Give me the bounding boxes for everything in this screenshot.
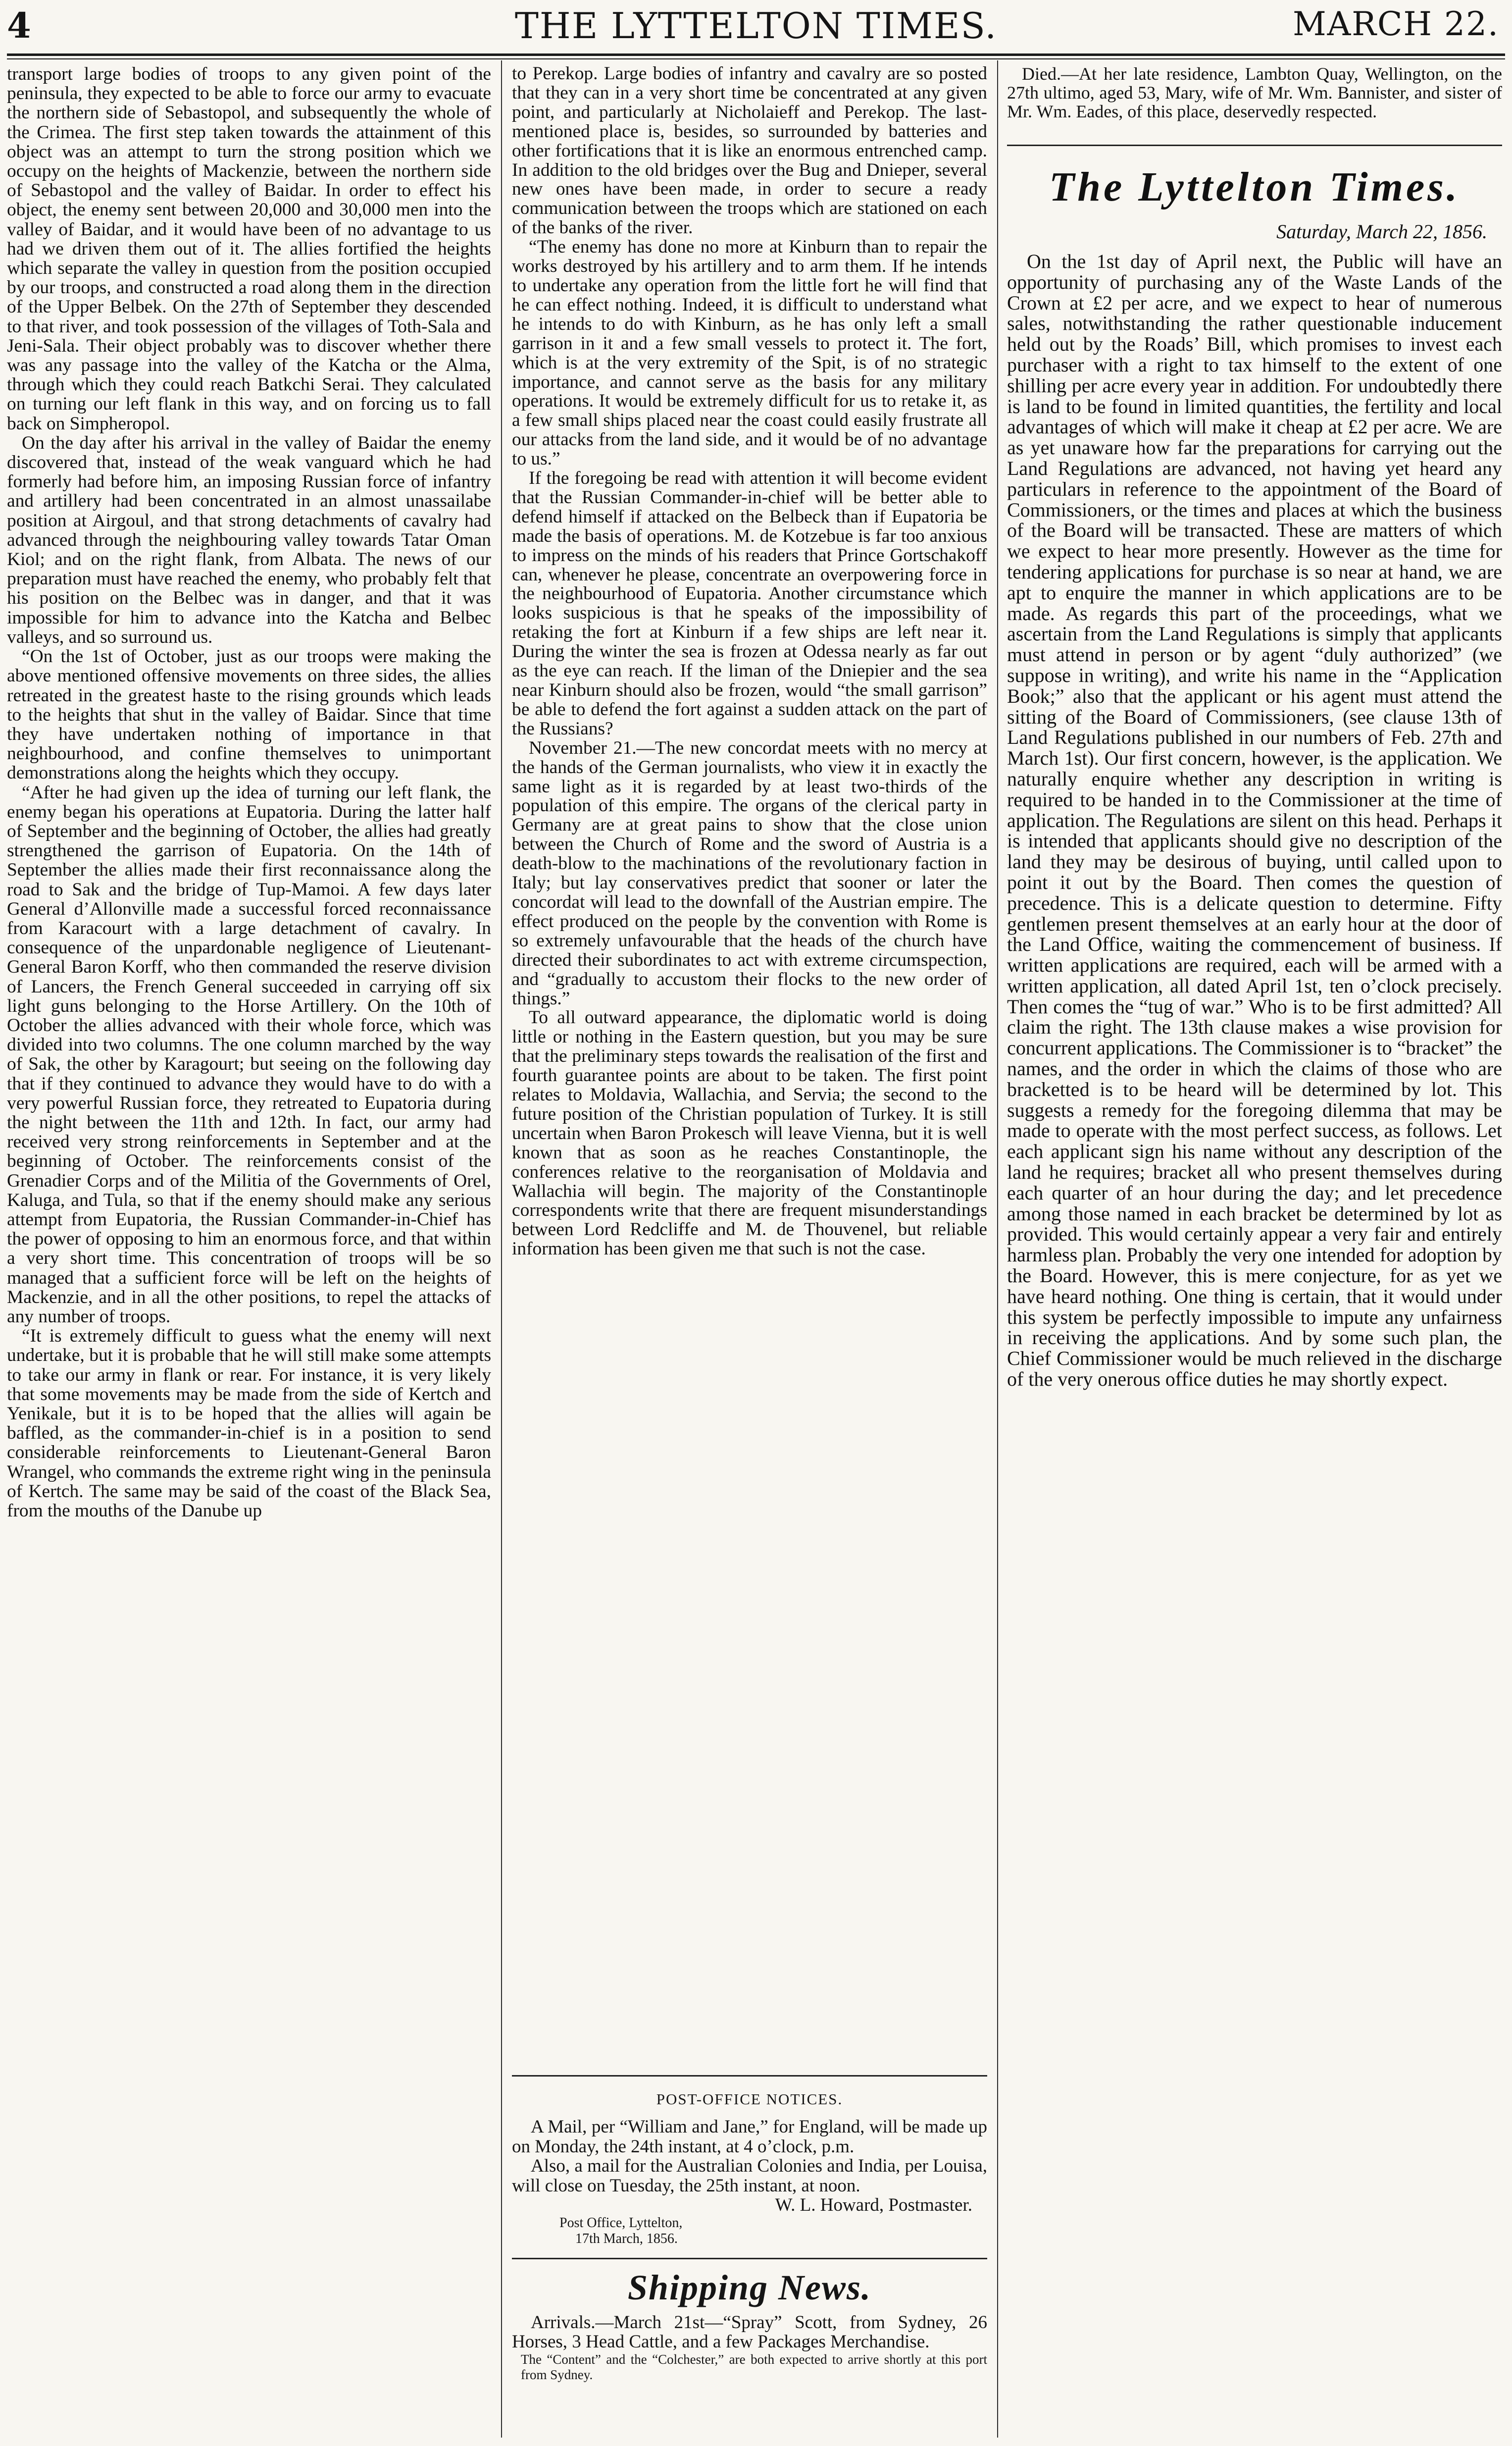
death-notice [1007, 64, 1502, 121]
section-rule [512, 2075, 987, 2077]
shipping-arrivals: Arrivals.—March 21st—“Spray” Scott, from Sydney, 26 Horses, 3 Head Cattle, and a few Packages Merchandise. [512, 2312, 987, 2352]
article-paragraph: to Perekop. Large bodies of infantry and cavalry are so posted that they can in a very short time be concentrated at any given point, and particularly at Nicholaieff and Perekop. The last-mentioned place is, besides, so surrounded by batteries and other fortifications that it is like an enormous entrenched camp. In addition to the old bridges over the Bug and Dnieper, several new ones have been made, in order to secure a ready communication between the troops which are stationed on each of the banks of the river. [512, 64, 987, 238]
section-rule [1007, 145, 1502, 146]
post-office-heading: POST-OFFICE NOTICES. [656, 2090, 843, 2108]
notices-section [512, 2075, 987, 2442]
editorial-paragraph: On the 1st day of April next, the Public will have an opportunity of purchasing any of the Waste Lands of the Crown at £2 per acre, and we expect to hear of numerous sales, notwithstanding the rather questionable inducement held out by the Roads’ Bill, which promises to invest each purchaser with a right to tax himself to the extent of one shilling per acre every year in addition. For undoubtedly there is land to be found in limited quantities, the fertility and local advantages of which will make it cheap at £2 per acre. We are as yet unaware how far the preparations for carrying out the Land Regulations are advanced, not having yet heard any particulars in reference to the appointment of the Board of Commissioners, or the times and places at which the business of the Board will be transacted. These are matters of which we expect to hear more presently. However as the time for tendering applications for purchase is so near at hand, we are apt to enquire the manner in which applications are to be made. As regards this part of the proceedings, what we ascertain from the Land Regulations is simply that applicants must attend in person or by agent “duly authorized” (we suppose in writing), and write his name in the “Application Book;” also that the applicant or his agent must attend the sitting of the Board of Commissioners, (see clause 13th of Land Regulations published in our numbers of Feb. 27th and March 1st). Our first concern, however, is the application. We naturally enquire whether any description in writing is required to be handed in to the Commissioner at the time of application. The Regulations are silent on this head. Perhaps it is intended that applicants should give no description of the land they may be desirous of buying, until called upon to point it out by the Board. Then comes the question of precedence. This is a delicate question to determine. Fifty gentlemen present themselves at an early hour at the door of the Land Office, waiting the commencement of business. If written applications are required, each will be armed with a written application, all dated April 1st, ten o’clock precisely. Then comes the “tug of war.” Who is to be first admitted? All claim the right. The 13th clause makes a wise provision for concurrent applications. The Commissioner is to “bracket” the names, and the order in which the claims of those who are bracketted is to be heard will be determined by lot. This suggests a remedy for the foregoing dilemma that may be made to operate with the most perfect success, as follows. Let each applicant sign his name without any description of the land he requires; bracket all who present themselves during each quarter of an hour during the day; and let precedence among those named in each bracket be determined by lot as provided. This would certainly appear a very fair and entirely harmless plan. Probably the very one intended for adoption by the Board. However, this is mere conjecture, for as yet we have heard nothing. One thing is certain, that it would under this system be perfectly impossible to impute any unfairness in receiving the applications. And by some such plan, the Chief Commissioner would be much relieved in the discharge of the very onerous office duties he may shortly expect. [1007, 250, 1502, 1391]
shipping-note: The “Content” and the “Colchester,” are both expected to arrive shortly at this port from Sydney. [521, 2351, 987, 2382]
column-divider [997, 60, 998, 2438]
column-divider [501, 60, 502, 2438]
article-paragraph: “After he had given up the idea of turning our left flank, the enemy began his operations at Eupatoria. During the latter half of September and the beginning of October, the allies had greatly strengthened the garrison of Eupatoria. On the 14th of September the allies made their first reconnaissance along the road to Sak and the bridge of Tup-Mamoi. A few days later General d’Allonville made a successful forced reconnaissance from Karacourt with a large detachment of cavalry. In consequence of the unpardonable negligence of Lieutenant-General Baron Korff, who then commanded the reserve division of Lancers, the French General succeeded in carrying off six light guns belonging to the Horse Artillery. On the 10th of October the allies advanced with their whole force, which was divided into two columns. The one column marched by the way of Sak, the other by Karagourt; but seeing on the following day that if they continued to advance they would have to do with a very powerful Russian force, they retreated to Eupatoria during the night between the 11th and 12th. In fact, our army had received very strong reinforcements in September and at the beginning of October. The reinforcements consist of the Grenadier Corps and of the Militia of the Governments of Orel, Kaluga, and Tula, so that if the enemy should make any serious attempt from Eupatoria, the Russian Commander-in-Chief has the power of opposing to him an enormous force, and that within a very short time. This concentration of troops will be so managed that a sufficient force will be left on the heights of Mackenzie, and in all the other positions, to repel the attacks of any number of troops. [7, 782, 491, 1327]
dateline-text: Saturday, March 22, 1856. [1276, 220, 1487, 243]
column-1-article [7, 64, 491, 2442]
death-notice-text: Died.—At her late residence, Lambton Quay, Wellington, on the 27th ultimo, aged 53, Mary, wife of Mr. Wm. Bannister, and sister of Mr. Wm. Eades, of this place, deservedly respected. [1007, 64, 1502, 121]
post-office-notice: Also, a mail for the Australian Colonies and India, per Louisa, will close on Tuesday, the 25th instant, at noon. [512, 2156, 987, 2196]
column-2-article [512, 64, 987, 2045]
editorial-masthead: The Lyttelton Times. [1049, 164, 1460, 210]
post-office-notice: A Mail, per “William and Jane,” for England, will be made up on Monday, the 24th instant, at 4 o’clock, p.m. [512, 2117, 987, 2157]
article-paragraph: If the foregoing be read with attention it will become evident that the Russian Commander-in-chief will be better able to defend himself if attacked on the Belbeck than if Eupatoria be made the basis of operations. M. de Kotzebue is far too anxious to impress on the minds of his readers that Prince Gortschakoff can, whenever he please, concentrate an overpowering force in the neighbourhood of Eupatoria. Another circumstance which looks suspicious is that he speaks of the impossibility of retaking the fort at Kinburn if a few ships are left near it. During the winter the sea is frozen at Odessa nearly as far out as the eye can reach. If the liman of the Dniepier and the sea near Kinburn should also be frozen, would “the small garrison” be able to defend the fort against a sudden attack on the part of the Russians? [512, 468, 987, 739]
masthead-rule-thin [7, 58, 1505, 59]
editorial-dateline [1007, 219, 1487, 244]
masthead-rule [7, 53, 1505, 56]
column-3 [1007, 64, 1502, 2442]
shipping-news-heading: Shipping News. [627, 2267, 872, 2307]
post-office-location: Post Office, Lyttelton, [559, 2215, 683, 2231]
postmaster-signature: W. L. Howard, Postmaster. [775, 2195, 972, 2215]
article-paragraph: To all outward appearance, the diplomatic world is doing little or nothing in the Eastern question, but you may be sure that the preliminary steps towards the realisation of the first and fourth guarantee points are about to be taken. The first point relates to Moldavia, Wallachia, and Servia; the second to the future position of the Christian population of Turkey. It is still uncertain when Baron Prokesch will leave Vienna, but it is well known that as soon as he reaches Constantinople, the conferences relative to the reorganisation of Moldavia and Wallachia will begin. The majority of the Constantinople correspondents write that there are frequent misunderstandings between Lord Redcliffe and M. de Thouvenel, but reliable information has been given me that such is not the case. [512, 1007, 987, 1259]
post-office-date: 17th March, 1856. [575, 2231, 678, 2246]
article-paragraph: November 21.—The new concordat meets with no mercy at the hands of the German journalists, who view it in exactly the same light as it is regarded by at least two-thirds of the population of this empire. The organs of the clerical party in Germany are at great pains to show that the close union between the Church of Rome and the sword of Austria is a death-blow to the machinations of the revolutionary faction in Italy; but lay conservatives predict that sooner or later the concordat will lead to the downfall of the Austrian empire. The effect produced on the people by the convention with Rome is so extremely unfavourable that the heads of the church have directed their subordinates to act with extreme circumspection, and “gradually to accustom their flocks to the new order of things.” [512, 737, 987, 1009]
section-rule [512, 2258, 987, 2259]
newspaper-title: THE LYTTELTON TIMES. [514, 5, 998, 47]
editorial-article [1007, 251, 1502, 1390]
article-paragraph: “The enemy has done no more at Kinburn than to repair the works destroyed by his artillery and to arm them. If he intends to undertake any operation from the little fort he will find that he can effect nothing. Indeed, it is difficult to understand what he intends to do with Kinburn, as he has only left a small garrison in it and a few small vessels to protect it. The fort, which is at the very extremity of the Spit, is of no strategic importance, and cannot serve as the basis for any military operations. It would be extremely difficult for us to retake it, as a few small ships placed near the coast could easily frustrate all our attacks from the land side, and it would be of no advantage to us.” [512, 237, 987, 469]
page-number: 4 [7, 5, 31, 46]
article-paragraph: On the day after his arrival in the valley of Baidar the enemy discovered that, instead of the weak vanguard which he had formerly had before him, an imposing Russian force of infantry and artillery had been concentrated in an almost unassailabe position at Airgoul, and that strong detachments of cavalry had advanced through the neighbouring valley towards Tatar Oman Kiol; and on the right flank, from Albata. The news of our preparation must have reached the enemy, who probably felt that his position on the Belbec was in danger, and that it was impossible for him to advance into the Katcha and Belbec valleys, and so surround us. [7, 432, 491, 647]
article-paragraph: “It is extremely difficult to guess what the enemy will next undertake, but it is probable that he will still make some attempts to take our army in flank or rear. For instance, it is very likely that some movements may be made from the side of Kertch and Yenikale, but it is to be hoped that the allies will again be baffled, as the commander-in-chief is in a position to send considerable reinforcements to Lieutenant-General Baron Wrangel, who commands the extreme right wing in the peninsula of Kertch. The same may be said of the coast of the Black Sea, from the mouths of the Danube up [7, 1326, 491, 1521]
masthead [7, 3, 1505, 57]
article-paragraph: “On the 1st of October, just as our troops were making the above mentioned offensive movements on three sides, the allies retreated in the greatest haste to the rising grounds which leads to the heights that shut in the valley of Baidar. Since that time they have undertaken nothing of importance in that neighbourhood, and confine themselves to unimportant demonstrations along the heights which they occupy. [7, 646, 491, 783]
issue-date: MARCH 22. [1293, 5, 1499, 43]
article-paragraph: transport large bodies of troops to any given point of the peninsula, they expected to be able to force our army to evacuate the northern side of Sebastopol, and subsequently the whole of the Crimea. The first step taken towards the attainment of this object was an attempt to turn the strong position which we occupy on the heights of Mackenzie, between the northern side of Sebastopol and the valley of Baidar. In order to effect his object, the enemy sent between 20,000 and 30,000 men into the valley of Baidar, and it would have been of no advantage to us had we driven them out of it. The allies fortified the heights which separate the valley in question from the position occupied by our troops, and constructed a road along them in the direction of the Upper Belbek. On the 27th of September they descended to that river, and took possession of the villages of Toth-Sala and Jeni-Sala. Their object probably was to discover whether there was any passage into the valley of the Katcha or the Alma, through which they could reach Batkchi Serai. They calculated on turning our left flank in this way, and on forcing us to fall back on Simpheropol. [7, 64, 491, 434]
